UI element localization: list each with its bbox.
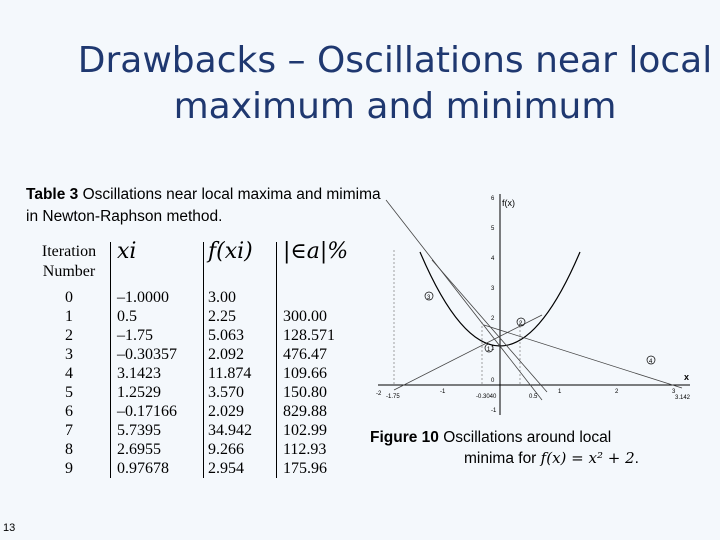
table-caption — [26, 184, 386, 228]
cell-error: 128.571 — [283, 327, 335, 344]
slide-title: Drawbacks – Oscillations near local maximum and minimum — [77, 40, 713, 127]
cell-error: 476.47 — [283, 346, 327, 363]
x-tick-label: 1 — [558, 389, 562, 395]
cell-error: 175.96 — [283, 460, 327, 477]
table-caption-label: Table 3 — [26, 186, 79, 203]
tangent-line — [432, 260, 547, 392]
figure-caption-label: Figure 10 — [370, 429, 439, 446]
cell-iteration: 6 — [65, 403, 73, 420]
table-row — [28, 383, 357, 402]
cell-fxi: 2.25 — [204, 307, 277, 326]
cell-fxi: 34.942 — [204, 421, 277, 440]
cell-error: 150.80 — [283, 384, 327, 401]
x-tick-label: 3.142 — [675, 395, 691, 401]
figure-caption-line-1 — [370, 428, 690, 448]
x-axis-label: x — [684, 372, 690, 382]
cell-error: 112.93 — [283, 441, 327, 458]
cell-xi: –0.17166 — [111, 402, 204, 421]
x-tick-label: -1.75 — [386, 394, 400, 400]
cell-xi: 1.2529 — [111, 383, 204, 402]
y-tick-label: 3 — [491, 286, 495, 292]
y-tick-label: 6 — [491, 196, 495, 202]
cell-xi: 5.7395 — [111, 421, 204, 440]
cell-iteration: 1 — [65, 308, 73, 325]
table-row — [28, 326, 357, 345]
iteration-marker-label: 3 — [427, 295, 431, 301]
cell-fxi: 3.00 — [204, 288, 277, 307]
table-row — [28, 421, 357, 440]
cell-xi: 2.6955 — [111, 440, 204, 459]
table-header-row — [28, 242, 357, 288]
header-abs-rel-error: |∈a|% — [283, 239, 349, 264]
x-tick-label: 0.5 — [529, 394, 538, 400]
cell-xi: 0.5 — [111, 307, 204, 326]
y-tick-label: 5 — [491, 226, 495, 232]
cell-iteration: 3 — [65, 346, 73, 363]
table-row — [28, 440, 357, 459]
cell-error — [277, 288, 358, 307]
x-tick-label: 3 — [672, 389, 676, 395]
cell-xi: 0.97678 — [111, 459, 204, 478]
figure-caption-text: Oscillations around local — [443, 429, 612, 446]
cell-fxi: 2.092 — [204, 345, 277, 364]
cell-iteration: 4 — [65, 365, 73, 382]
iteration-table — [28, 239, 357, 478]
cell-iteration: 7 — [65, 422, 73, 439]
figure-caption-line-2 — [370, 448, 690, 469]
cell-fxi: 2.029 — [204, 402, 277, 421]
figure-caption — [370, 428, 690, 469]
cell-fxi: 2.954 — [204, 459, 277, 478]
x-tick-label: -0.3040 — [476, 394, 497, 400]
table-row — [28, 307, 357, 326]
table-row — [28, 288, 357, 307]
y-axis-label: f(x) — [502, 198, 515, 208]
y-tick-label: 2 — [491, 316, 495, 322]
y-tick-label: -1 — [491, 408, 497, 414]
tangent-line — [386, 200, 542, 400]
y-tick-label: 1 — [491, 346, 495, 352]
table-row — [28, 345, 357, 364]
y-tick-label: 0 — [491, 378, 495, 384]
header-fxi: f(xi) — [204, 242, 277, 288]
iteration-marker-label: 4 — [649, 359, 653, 365]
header-iteration-number: Iteration Number — [41, 243, 97, 280]
iteration-marker-label: 2 — [519, 321, 523, 327]
table-row — [28, 364, 357, 383]
cell-xi: –1.75 — [111, 326, 204, 345]
cell-error: 829.88 — [283, 403, 327, 420]
table-row — [28, 402, 357, 421]
page-number: 13 — [3, 522, 16, 534]
iteration-marker-label: 1 — [487, 347, 491, 353]
x-tick-label: 2 — [615, 389, 619, 395]
header-xi: xi — [111, 242, 204, 288]
cell-fxi: 3.570 — [204, 383, 277, 402]
cell-iteration: 8 — [65, 441, 73, 458]
cell-xi: –0.30357 — [111, 345, 204, 364]
table-row — [28, 459, 357, 478]
table-caption-text: Oscillations near local maxima and mimima in Newton-Raphson method. — [26, 186, 381, 225]
figure-caption-end: . — [634, 450, 639, 467]
oscillation-graph — [372, 190, 702, 418]
cell-iteration: 2 — [65, 327, 73, 344]
cell-error: 102.99 — [283, 422, 327, 439]
function-formula: f(x) = x² + 2 — [540, 449, 635, 467]
cell-fxi: 11.874 — [204, 364, 277, 383]
figure-caption-text-2: minima for — [464, 450, 537, 467]
x-tick-label: -1 — [440, 389, 446, 395]
cell-error: 109.66 — [283, 365, 327, 382]
cell-iteration: 5 — [65, 384, 73, 401]
y-tick-label: 4 — [491, 256, 495, 262]
cell-xi: 3.1423 — [111, 364, 204, 383]
cell-iteration: 0 — [65, 289, 73, 306]
cell-xi: –1.0000 — [111, 288, 204, 307]
cell-fxi: 5.063 — [204, 326, 277, 345]
cell-iteration: 9 — [65, 460, 73, 477]
cell-fxi: 9.266 — [204, 440, 277, 459]
x-tick-label: -2 — [376, 391, 382, 397]
cell-error: 300.00 — [283, 308, 327, 325]
